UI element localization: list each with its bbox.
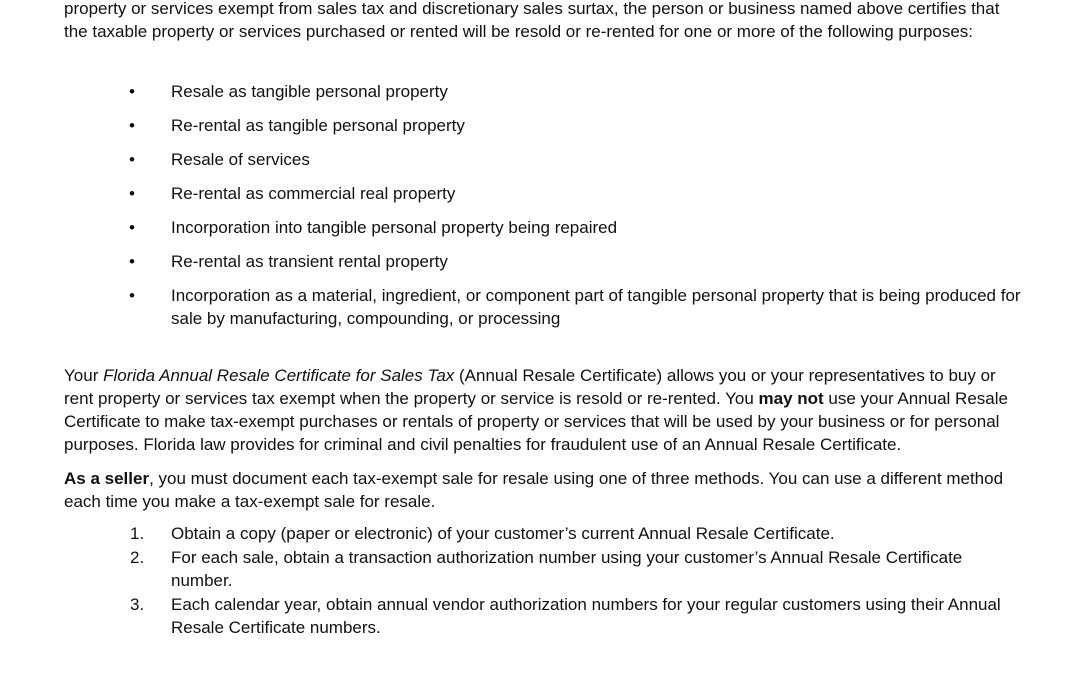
method-number: 1.	[130, 524, 145, 543]
seller-paragraph	[64, 467, 1024, 513]
certificate-paragraph	[64, 364, 1024, 456]
list-item	[64, 546, 1024, 592]
bullet-icon: •	[129, 286, 135, 305]
bullet-icon: •	[129, 116, 135, 135]
methods-list	[64, 522, 1024, 639]
seller-text: , you must document each tax-exempt sale for resale using one of three methods. You can use a different method each time you make a tax-exempt sale for resale.	[64, 469, 1004, 511]
purpose-text: Resale of services	[171, 150, 310, 169]
certificate-name: Florida Annual Resale Certificate for Sales Tax	[103, 366, 455, 385]
purpose-text: Re-rental as tangible personal property	[171, 116, 465, 135]
bullet-icon: •	[129, 150, 135, 169]
certificate-lead-text: Your	[64, 366, 104, 385]
method-number: 3.	[130, 595, 145, 614]
list-item	[64, 80, 1024, 103]
method-text: For each sale, obtain a transaction authorization number using your customer’s Annual Resale Certificate number.	[171, 548, 963, 590]
may-not-emphasis: may not	[758, 389, 824, 408]
certificate-middle-text: (Annual Resale Certificate) allows you or your representatives to buy or rent property or services tax exempt when the property or service is resold or re-rented. You	[64, 366, 996, 408]
purpose-text: Re-rental as transient rental property	[171, 252, 448, 271]
bullet-icon: •	[129, 218, 135, 237]
bullet-icon: •	[129, 252, 135, 271]
list-item	[64, 148, 1024, 171]
list-item	[64, 114, 1024, 137]
bullet-icon: •	[129, 82, 135, 101]
purposes-list	[64, 80, 1024, 330]
list-item	[64, 216, 1024, 239]
intro-paragraph: property or services exempt from sales tax and discretionary sales surtax, the person or business named above certifies that the taxable property or services purchased or rented will be resold or re-rented for one or more of the following purposes:	[64, 0, 1000, 41]
purpose-text: Incorporation as a material, ingredient, or component part of tangible personal property that is being produced for sale by manufacturing, compounding, or processing	[171, 286, 1021, 328]
list-item	[64, 593, 1024, 639]
list-item	[64, 522, 1024, 545]
purpose-text: Re-rental as commercial real property	[171, 184, 456, 203]
list-item	[64, 284, 1024, 330]
method-text: Obtain a copy (paper or electronic) of your customer’s current Annual Resale Certificate.	[171, 524, 835, 543]
seller-heading: As a seller	[64, 469, 150, 488]
list-item	[64, 182, 1024, 205]
bullet-icon: •	[129, 184, 135, 203]
list-item	[64, 250, 1024, 273]
method-text: Each calendar year, obtain annual vendor authorization numbers for your regular customers using their Annual Resale Certificate numbers.	[171, 595, 1001, 637]
method-number: 2.	[130, 548, 145, 567]
purpose-text: Resale as tangible personal property	[171, 82, 448, 101]
purpose-text: Incorporation into tangible personal property being repaired	[171, 218, 618, 237]
certificate-tail-text: use your Annual Resale Certificate to make tax-exempt purchases or rentals of property or services that will be used by your business or for personal purposes. Florida law provides for criminal and civil penalties for fraudulent use of an Annual Resale Certificate.	[64, 389, 1008, 454]
document-page	[64, 0, 1024, 640]
